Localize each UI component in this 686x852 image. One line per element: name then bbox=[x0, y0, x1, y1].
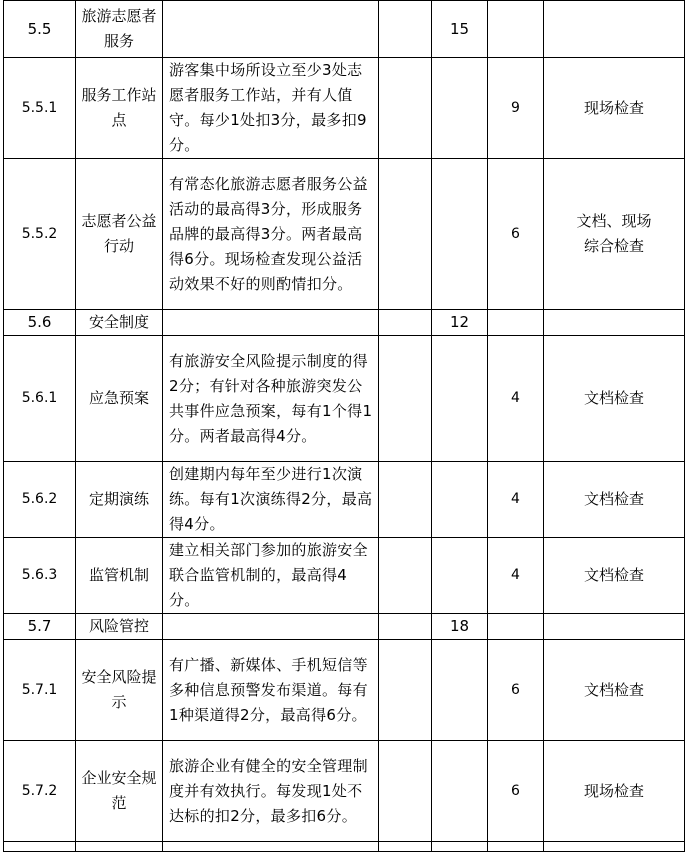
row-method: 文档检查 bbox=[544, 538, 685, 614]
table-row bbox=[4, 310, 685, 336]
row-item: 定期演练 bbox=[76, 462, 163, 538]
row-code: 5.6.2 bbox=[4, 462, 76, 538]
table-row bbox=[4, 640, 685, 741]
empty-cell bbox=[379, 741, 432, 842]
empty-cell bbox=[379, 1, 432, 58]
row-code: 5.6 bbox=[4, 310, 76, 336]
row-item: 风险管控 bbox=[76, 614, 163, 640]
row-desc: 建立相关部门参加的旅游安全联合监管机制的，最高得4分。 bbox=[163, 538, 379, 614]
empty-cell bbox=[379, 614, 432, 640]
row-item: 旅游志愿者服务 bbox=[76, 1, 163, 58]
row-score: 12 bbox=[432, 310, 488, 336]
row-score: 4 bbox=[488, 462, 544, 538]
empty-cell bbox=[379, 58, 432, 159]
empty-cell bbox=[379, 462, 432, 538]
row-desc: 有常态化旅游志愿者服务公益活动的最高得3分，形成服务品牌的最高得3分。两者最高得6分。现场检查发现公益活动效果不好的则酌情扣分。 bbox=[163, 159, 379, 310]
table-row bbox=[4, 538, 685, 614]
row-score: 4 bbox=[488, 538, 544, 614]
row-method bbox=[544, 614, 685, 640]
row-method: 现场检查 bbox=[544, 741, 685, 842]
row-code: 5.5.2 bbox=[4, 159, 76, 310]
table-row bbox=[4, 336, 685, 462]
empty-cell bbox=[379, 159, 432, 310]
empty-cell bbox=[379, 538, 432, 614]
empty-cell bbox=[488, 1, 544, 58]
row-desc bbox=[163, 614, 379, 640]
row-score: 9 bbox=[488, 58, 544, 159]
table-row bbox=[4, 614, 685, 640]
row-desc: 有广播、新媒体、手机短信等多种信息预警发布渠道。每有1种渠道得2分，最高得6分。 bbox=[163, 640, 379, 741]
row-code: 5.6.3 bbox=[4, 538, 76, 614]
row-item: 安全制度 bbox=[76, 310, 163, 336]
table-row bbox=[4, 462, 685, 538]
empty-cell bbox=[432, 58, 488, 159]
row-desc bbox=[163, 310, 379, 336]
row-desc: 有旅游安全风险提示制度的得2分；有针对各种旅游突发公共事件应急预案，每有1个得1分。两者最高得4分。 bbox=[163, 336, 379, 462]
row-item: 应急预案 bbox=[76, 336, 163, 462]
table-row bbox=[4, 741, 685, 842]
empty-cell bbox=[488, 614, 544, 640]
empty-cell bbox=[488, 310, 544, 336]
row-method bbox=[544, 1, 685, 58]
row-method: 现场检查 bbox=[544, 58, 685, 159]
row-score: 6 bbox=[488, 741, 544, 842]
row-score: 6 bbox=[488, 159, 544, 310]
row-item: 安全风险提示 bbox=[76, 640, 163, 741]
row-method bbox=[544, 310, 685, 336]
scoring-table bbox=[3, 0, 685, 852]
empty-cell bbox=[432, 640, 488, 741]
row-score: 18 bbox=[432, 614, 488, 640]
row-desc: 旅游企业有健全的安全管理制度并有效执行。每发现1处不达标的扣2分，最多扣6分。 bbox=[163, 741, 379, 842]
row-score: 4 bbox=[488, 336, 544, 462]
table-row bbox=[4, 159, 685, 310]
row-method: 文档检查 bbox=[544, 336, 685, 462]
row-item: 企业安全规范 bbox=[76, 741, 163, 842]
empty-cell bbox=[379, 640, 432, 741]
row-item: 志愿者公益行动 bbox=[76, 159, 163, 310]
row-score: 6 bbox=[488, 640, 544, 741]
row-item: 监管机制 bbox=[76, 538, 163, 614]
table-row bbox=[4, 58, 685, 159]
row-desc: 创建期内每年至少进行1次演练。每有1次演练得2分，最高得4分。 bbox=[163, 462, 379, 538]
row-code: 5.6.1 bbox=[4, 336, 76, 462]
empty-cell bbox=[432, 741, 488, 842]
empty-cell bbox=[379, 336, 432, 462]
row-code: 5.5 bbox=[4, 1, 76, 58]
empty-cell bbox=[432, 538, 488, 614]
table-row bbox=[4, 1, 685, 58]
empty-cell bbox=[432, 336, 488, 462]
empty-cell bbox=[432, 159, 488, 310]
row-desc bbox=[163, 1, 379, 58]
row-score: 15 bbox=[432, 1, 488, 58]
empty-cell bbox=[432, 462, 488, 538]
row-method: 文档检查 bbox=[544, 640, 685, 741]
row-item: 服务工作站点 bbox=[76, 58, 163, 159]
row-code: 5.7 bbox=[4, 614, 76, 640]
empty-cell bbox=[379, 310, 432, 336]
row-code: 5.7.1 bbox=[4, 640, 76, 741]
row-code: 5.5.1 bbox=[4, 58, 76, 159]
row-method: 文档检查 bbox=[544, 462, 685, 538]
row-method: 文档、现场综合检查 bbox=[544, 159, 685, 310]
row-code: 5.7.2 bbox=[4, 741, 76, 842]
row-desc: 游客集中场所设立至少3处志愿者服务工作站，并有人值守。每少1处扣3分，最多扣9分。 bbox=[163, 58, 379, 159]
